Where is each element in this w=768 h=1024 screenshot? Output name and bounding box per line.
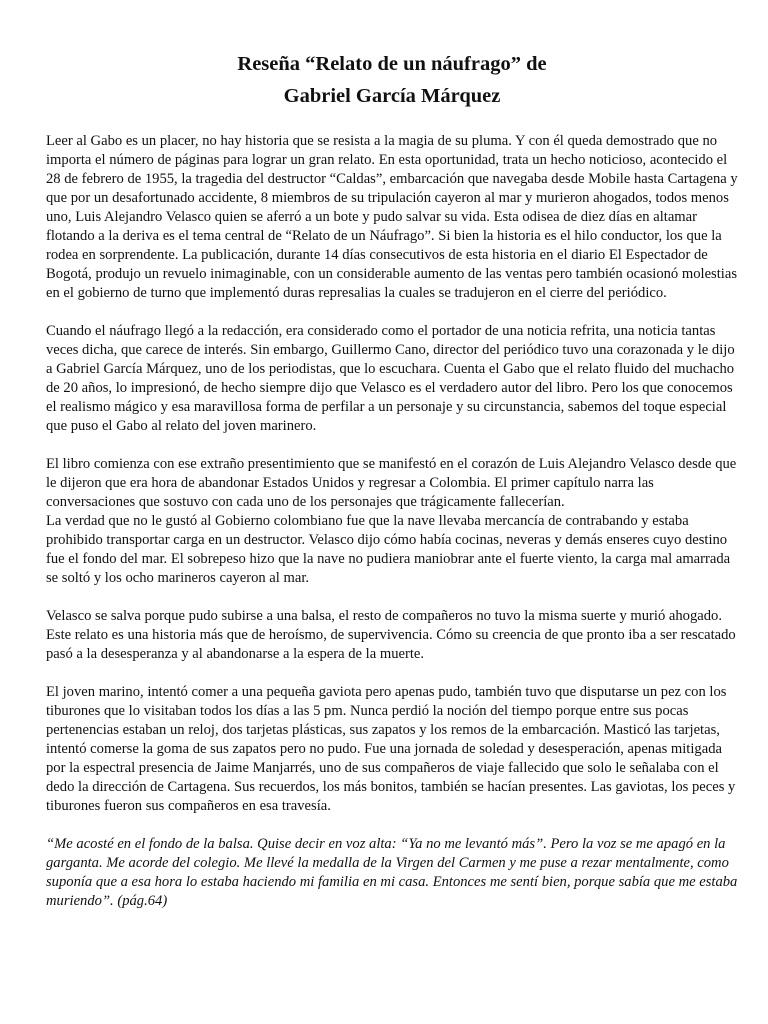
paragraph-6: El joven marino, intentó comer a una pequeña gaviota pero apenas pudo, también tuvo que disputarse un pez con los tiburones que lo visitaban todos los días a las 5 pm. Nunca perdió la noción del tiempo porque entre sus pocas pertenencias estaban un reloj, dos tarjetas plásticas, sus zapatos y los remos de la embarcación. Masticó las tarjetas, intentó comerse la goma de sus zapatos pero no pudo. Fue una jornada de soledad y desesperación, apenas mitigada por la espectral presencia de Jaime Manjarrés, uno de sus compañeros de viaje fallecido que solo le señalaba con el dedo la dirección de Cartagena. Sus recuerdos, los más bonitos, también se hacían presentes. Las gaviotas, los peces y tiburones fueron sus compañeros en esa travesía.	[46, 684, 736, 814]
book-quote: “Me acosté en el fondo de la balsa. Quise decir en voz alta: “Ya no me levantó más”. Pero la voz se me apagó en la garganta. Me acorde del colegio. Me llevé la medalla de la Virgen del Carmen y me puse a rezar mentalmente, como suponía que a esa hora lo estaba haciendo mi familia en mi casa. Entonces me sentí bien, porque sabía que me estaba muriendo”. (pág.64)	[46, 836, 738, 909]
document-title-line-1: Reseña “Relato de un náufrago” de	[237, 53, 547, 75]
paragraph-2: Cuando el náufrago llegó a la redacción, era considerado como el portador de una noticia refrita, una noticia tantas veces dicha, que carece de interés. Sin embargo, Guillermo Cano, director del periódico tuvo una corazonada y le dijo a Gabriel García Márquez, uno de los periodistas, que lo escuchara. Cuenta el Gabo que el relato fluido del muchacho de 20 años, lo impresionó, de hecho siempre dijo que Velasco es el verdadero autor del libro. Pero los que conocemos el realismo mágico y esa maravillosa forma de perfilar a un personaje y su circunstancia, sabemos del toque especial que puso el Gabo al relato del joven marinero.	[46, 323, 735, 434]
paragraph-5: Velasco se salva porque pudo subirse a una balsa, el resto de compañeros no tuvo la misma suerte y murió ahogado. Este relato es una historia más que de heroísmo, de supervivencia. Cómo su creencia de que pronto iba a ser rescatado pasó a la desesperanza y al abandonarse a la espera de la muerte.	[46, 608, 736, 662]
paragraph-4: La verdad que no le gustó al Gobierno colombiano fue que la nave llevaba mercancía de contrabando y estaba prohibido transportar carga en un destructor. Velasco dijo cómo había cocinas, neveras y demás enseres cuyo destino fue el fondo del mar. El sobrepeso hizo que la nave no pudiera maniobrar ante el fuerte viento, la carga mal amarrada se soltó y los ocho marineros cayeron al mar.	[46, 513, 731, 586]
paragraph-1: Leer al Gabo es un placer, no hay historia que se resista a la magia de su pluma. Y con él queda demostrado que no importa el número de páginas para lograr un gran relato. En esta oportunidad, trata un hecho noticioso, acontecido el 28 de febrero de 1955, la tragedia del destructor “Caldas”, embarcación que navegaba desde Mobile hasta Cartagena y que por un desafortunado accidente, 8 miembros de su tripulación cayeron al mar y murieron ahogados, todos menos uno, Luis Alejandro Velasco quien se aferró a un bote y pudo salvar su vida. Esta odisea de diez días en altamar flotando a la deriva es el tema central de “Relato de un Náufrago”. Si bien la historia es el hilo conductor, los que la rodea en sorprendente. La publicación, durante 14 días consecutivos de esta historia en el diario El Espectador de Bogotá, produjo un revuelo inimaginable, con un considerable aumento de las ventas pero también ocasionó molestias en el gobierno de turno que implementó duras represalias la cuales se tradujeron en el cierre del periódico.	[46, 133, 738, 301]
paragraph-3: El libro comienza con ese extraño presentimiento que se manifestó en el corazón de Luis Alejandro Velasco desde que le dijeron que era hora de abandonar Estados Unidos y regresar a Colombia. El primer capítulo narra las conversaciones que sostuvo con cada uno de los personajes que trágicamente fallecerían.	[46, 456, 737, 510]
document-title-line-2: Gabriel García Márquez	[283, 85, 501, 107]
